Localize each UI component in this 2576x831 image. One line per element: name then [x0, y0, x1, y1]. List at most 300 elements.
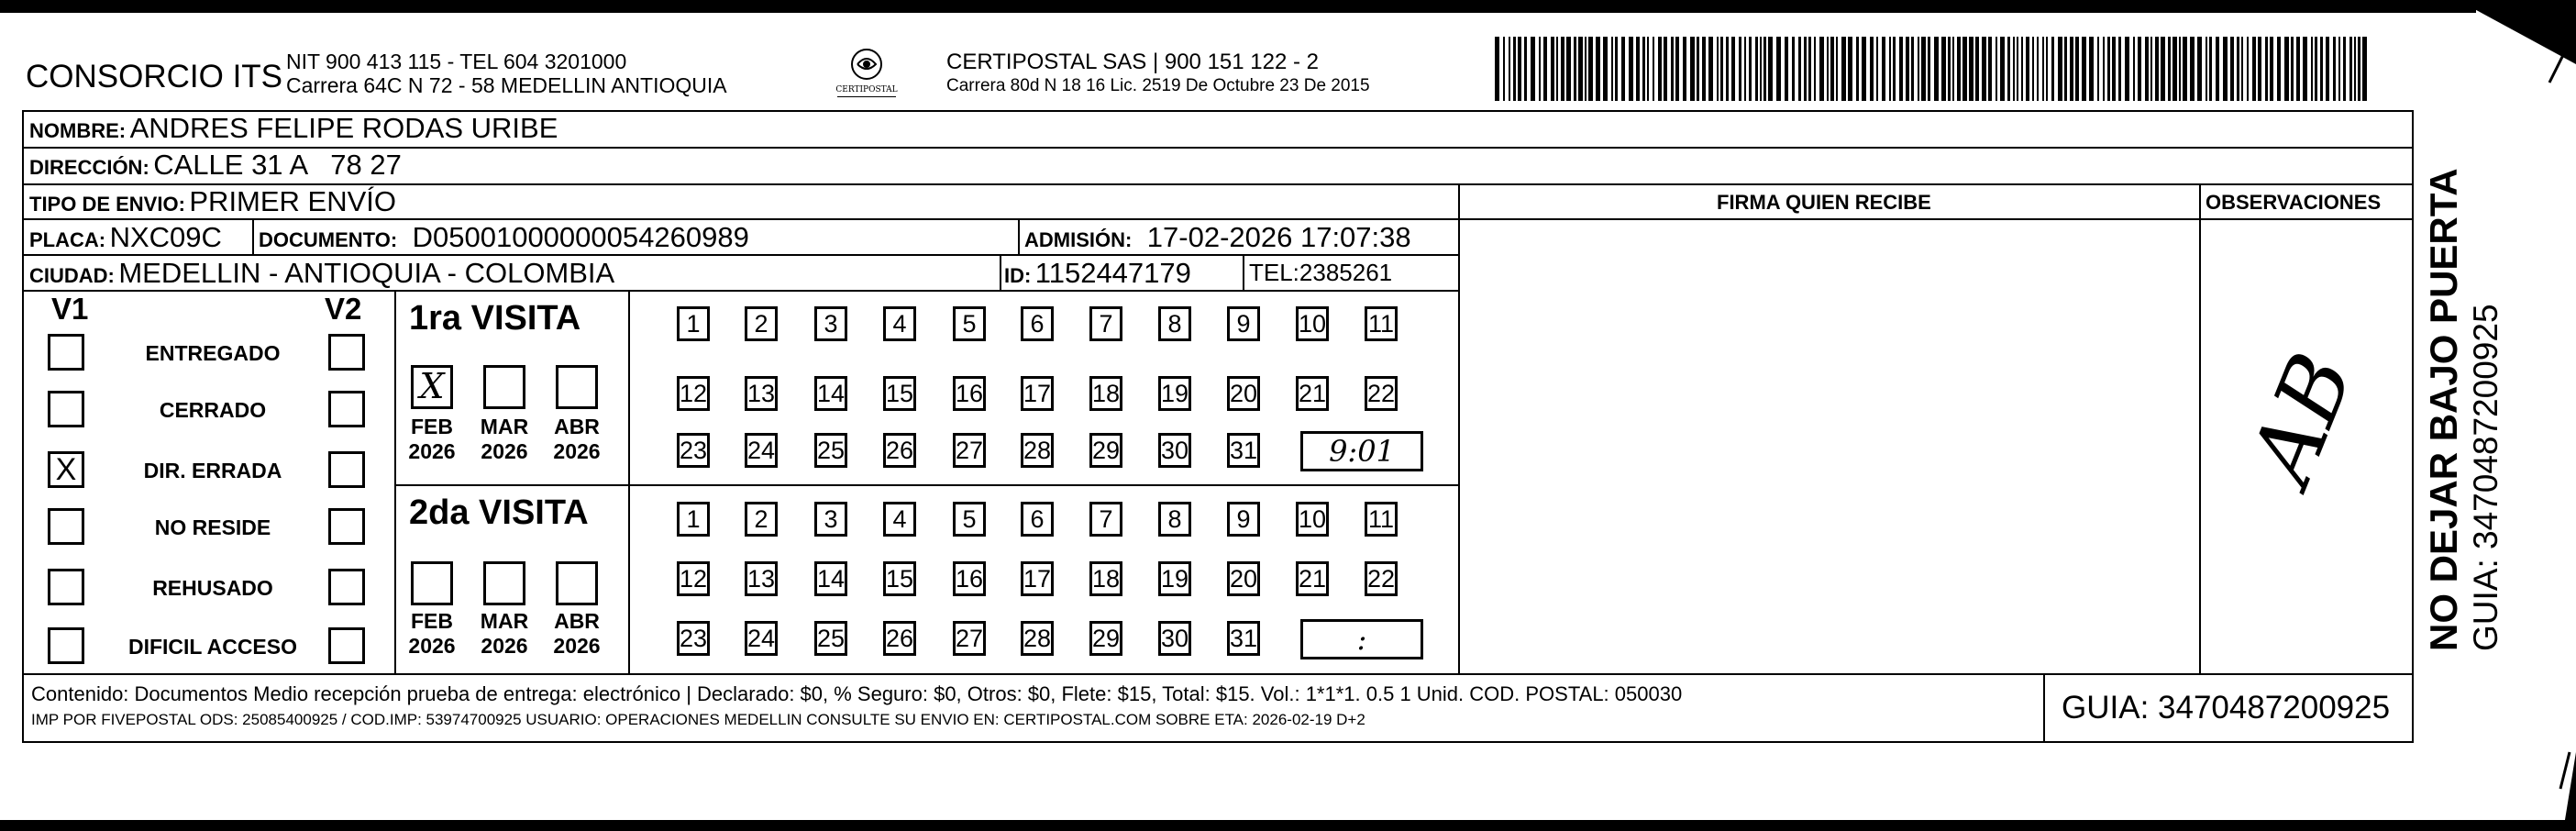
barcode-bar: [2320, 37, 2323, 101]
barcode-bar: [2013, 37, 2015, 101]
month-checkbox[interactable]: [556, 365, 598, 409]
barcode-bar: [1513, 37, 1516, 101]
barcode-bar: [1566, 37, 1571, 101]
barcode-bar: [1611, 37, 1613, 101]
barcode-bar: [1814, 37, 1816, 101]
nombre-row: [29, 114, 558, 142]
barcode-bar: [1921, 37, 1926, 101]
barcode-bar: [2000, 37, 2005, 101]
admision-label: ADMISIÓN:: [1024, 228, 1133, 251]
barcode-bar: [2190, 37, 2195, 101]
tel-row: [1249, 260, 1392, 284]
barcode-bar: [2051, 37, 2054, 101]
barcode-bar: [2179, 37, 2181, 101]
barcode-bar: [2058, 37, 2062, 101]
v1-checkbox[interactable]: X: [48, 451, 84, 488]
barcode-bar: [2270, 37, 2273, 101]
bottom-edge: [0, 820, 2576, 831]
barcode-bar: [2241, 37, 2243, 101]
day-box[interactable]: 24: [745, 621, 778, 656]
day-box[interactable]: 17: [1021, 561, 1054, 596]
barcode-bar: [2107, 37, 2110, 101]
direccion-value: CALLE 31 A 78 27: [153, 149, 402, 181]
barcode-bar: [1785, 37, 1788, 101]
day-box[interactable]: 28: [1021, 433, 1054, 468]
barcode-bar: [1543, 37, 1547, 101]
barcode-bar: [1755, 37, 1758, 101]
v1-checkbox[interactable]: [48, 569, 84, 605]
barcode-bar: [1798, 37, 1801, 101]
day-box[interactable]: 27: [953, 433, 986, 468]
day-box[interactable]: 7: [1089, 502, 1122, 537]
barcode-bar: [2070, 37, 2073, 101]
month-name: FEB: [411, 415, 453, 438]
day-box[interactable]: 20: [1227, 376, 1260, 411]
day-box[interactable]: 30: [1158, 433, 1191, 468]
barcode-bar: [2358, 37, 2360, 101]
barcode-bar: [1585, 37, 1587, 101]
day-box[interactable]: 23: [677, 433, 710, 468]
month-year: 2026: [408, 634, 456, 658]
placa-row: [29, 223, 222, 251]
barcode-bar: [1578, 37, 1583, 101]
barcode-bar: [2258, 37, 2261, 101]
day-box[interactable]: 15: [883, 561, 916, 596]
month-checkbox[interactable]: [483, 561, 525, 605]
day-box[interactable]: 11: [1365, 502, 1398, 537]
barcode-bar: [2042, 37, 2044, 101]
carrier-name: CERTIPOSTAL SAS | 900 151 122 - 2: [946, 50, 1319, 74]
barcode-bar: [2206, 37, 2207, 101]
id-label: ID:: [1004, 264, 1032, 287]
barcode-bar: [1996, 37, 1997, 101]
day-box[interactable]: 1: [677, 502, 710, 537]
barcode-bar: [1615, 37, 1618, 101]
barcode-bar: [2172, 37, 2177, 101]
barcode-bar: [1841, 37, 1846, 101]
day-box[interactable]: 12: [677, 561, 710, 596]
barcode-bar: [1862, 37, 1866, 101]
barcode-bar: [1982, 37, 1986, 101]
barcode-bar: [2007, 37, 2010, 101]
barcode-bar: [1658, 37, 1662, 101]
reason-label: CERRADO: [159, 398, 267, 422]
barcode-bar: [2145, 37, 2149, 101]
placa-label: PLACA:: [29, 228, 106, 251]
visit-title: 2da VISITA: [409, 493, 589, 532]
barcode-bar: [1495, 37, 1499, 101]
barcode-bar: [1763, 37, 1766, 101]
barcode-bar: [2291, 37, 2294, 101]
barcode-bar: [1819, 37, 1824, 101]
day-box[interactable]: 21: [1296, 561, 1329, 596]
barcode-bar: [1636, 37, 1640, 101]
day-box[interactable]: 3: [814, 502, 847, 537]
day-box[interactable]: 16: [953, 561, 986, 596]
day-box[interactable]: 28: [1021, 621, 1054, 656]
tipo-label: TIPO DE ENVIO:: [29, 193, 185, 216]
month-year: 2026: [553, 634, 601, 658]
day-box[interactable]: 31: [1227, 433, 1260, 468]
barcode-bar: [1776, 37, 1781, 101]
day-box[interactable]: 10: [1296, 502, 1329, 537]
day-box[interactable]: 6: [1021, 306, 1054, 341]
barcode-bar: [1603, 37, 1608, 101]
day-box[interactable]: 25: [814, 621, 847, 656]
day-box[interactable]: 30: [1158, 621, 1191, 656]
day-box[interactable]: 23: [677, 621, 710, 656]
barcode-bar: [2021, 37, 2023, 101]
month-label: [400, 609, 464, 659]
side-guia: GUIA: 3470487200925: [2467, 304, 2504, 651]
barcode-bar: [1952, 37, 1954, 101]
barcode-bar: [2223, 37, 2228, 101]
month-checkbox[interactable]: [483, 365, 525, 409]
barcode-bar: [2168, 37, 2171, 101]
day-box[interactable]: 7: [1089, 306, 1122, 341]
barcode-bar: [2183, 37, 2187, 101]
top-edge: [0, 0, 2476, 13]
v2-checkbox[interactable]: [328, 627, 365, 664]
day-box[interactable]: 8: [1158, 306, 1191, 341]
v1-checkbox[interactable]: [48, 627, 84, 664]
barcode-bar: [1503, 37, 1505, 101]
barcode-bar: [2349, 37, 2352, 101]
day-box[interactable]: 18: [1089, 376, 1122, 411]
barcode-bar: [1928, 37, 1930, 101]
reason-label: DIR. ERRADA: [143, 459, 282, 482]
nombre-value: ANDRES FELIPE RODAS URIBE: [129, 112, 558, 144]
day-box[interactable]: 9: [1227, 306, 1260, 341]
barcode-bar: [1708, 37, 1713, 101]
barcode-bar: [1683, 37, 1686, 101]
barcode-bar: [1830, 37, 1834, 101]
day-box[interactable]: 14: [814, 561, 847, 596]
barcode-bar: [1744, 37, 1746, 101]
barcode-bar: [1596, 37, 1600, 101]
day-box[interactable]: 11: [1365, 306, 1398, 341]
day-box[interactable]: 19: [1158, 561, 1191, 596]
barcode-bar: [1882, 37, 1885, 101]
logo-caption: CERTIPOSTAL: [835, 85, 898, 94]
day-box[interactable]: 21: [1296, 376, 1329, 411]
barcode-bar: [1561, 37, 1564, 101]
certipostal-logo-icon: [830, 46, 903, 83]
day-box[interactable]: 31: [1227, 621, 1260, 656]
barcode-bar: [2103, 37, 2105, 101]
month-year: 2026: [481, 439, 528, 463]
direccion-row: [29, 150, 402, 179]
barcode-bar: [1671, 37, 1674, 101]
barcode-bar: [2125, 37, 2129, 101]
barcode-bar: [2037, 37, 2039, 101]
v1-checkbox[interactable]: [48, 334, 84, 371]
v2-label: V2: [325, 292, 362, 326]
v2-checkbox[interactable]: [328, 508, 365, 545]
barcode-bar: [1975, 37, 1979, 101]
company-address: Carrera 64C N 72 - 58 MEDELLIN ANTIOQUIA: [286, 73, 727, 97]
barcode-bar: [1804, 37, 1807, 101]
barcode-bar: [1509, 37, 1510, 101]
day-box[interactable]: 14: [814, 376, 847, 411]
id-row: [1004, 259, 1191, 287]
barcode-bar: [1827, 37, 1829, 101]
barcode-bar: [1720, 37, 1723, 101]
barcode-bar: [1531, 37, 1535, 101]
day-box[interactable]: 9: [1227, 502, 1260, 537]
ciudad-value: MEDELLIN - ANTIOQUIA - COLOMBIA: [118, 257, 615, 289]
day-box[interactable]: 13: [745, 376, 778, 411]
day-box[interactable]: 5: [953, 502, 986, 537]
barcode-bar: [2354, 37, 2356, 101]
barcode-bar: [2265, 37, 2268, 101]
time-box[interactable]: :: [1300, 619, 1423, 659]
month-name: ABR: [554, 415, 600, 438]
barcode-bar: [1792, 37, 1795, 101]
barcode-bar: [2161, 37, 2165, 101]
barcode-bar: [1957, 37, 1961, 101]
month-label: [472, 415, 536, 464]
month-label: [472, 609, 536, 659]
barcode-bar: [1760, 37, 1762, 101]
month-label: [400, 415, 464, 464]
barcode-bar: [2112, 37, 2116, 101]
barcode-bar: [1848, 37, 1852, 101]
reason-label: ENTREGADO: [145, 341, 281, 365]
barcode-bar: [2197, 37, 2202, 101]
month-checkbox[interactable]: [411, 561, 453, 605]
barcode-bar: [2296, 37, 2300, 101]
barcode-bar: [1988, 37, 1992, 101]
month-year: 2026: [553, 439, 601, 463]
barcode-bar: [2017, 37, 2018, 101]
frame-left: [22, 110, 24, 743]
footer-contenido: Contenido: Documentos Medio recepción prueba de entrega: electrónico | Declarado: $0, % Seguro: $0, Otros: $0, Flete: $15, Total: $15. Vol.: 1*1*1. 0.5 1 Unid. COD. POSTAL: 050030: [31, 682, 1683, 705]
day-box[interactable]: 25: [814, 433, 847, 468]
direccion-label: DIRECCIÓN:: [29, 156, 149, 179]
barcode-bar: [2362, 37, 2367, 101]
barcode-bar: [2097, 37, 2099, 101]
tipo-value: PRIMER ENVÍO: [189, 185, 397, 217]
barcode-bar: [1621, 37, 1625, 101]
reason-label: DIFICIL ACCESO: [127, 635, 297, 659]
barcode-bar: [1889, 37, 1891, 101]
side-text: [2421, 101, 2505, 651]
barcode-bar: [2311, 37, 2313, 101]
barcode-bar: [1948, 37, 1951, 101]
barcode-bar: [1836, 37, 1838, 101]
day-box[interactable]: 8: [1158, 502, 1191, 537]
day-box[interactable]: 26: [883, 433, 916, 468]
day-box[interactable]: 15: [883, 376, 916, 411]
tel-value: 2385261: [1299, 259, 1393, 286]
reason-label: NO RESIDE: [154, 515, 271, 539]
month-name: ABR: [554, 609, 600, 633]
barcode-bar: [1647, 37, 1649, 101]
barcode-bar: [1518, 37, 1521, 101]
barcode-bar: [2277, 37, 2281, 101]
day-box[interactable]: 26: [883, 621, 916, 656]
barcode-bar: [1768, 37, 1773, 101]
nombre-label: NOMBRE:: [29, 119, 127, 142]
month-name: MAR: [480, 415, 529, 438]
day-box[interactable]: 2: [745, 306, 778, 341]
barcode-bar: [1918, 37, 1919, 101]
v1-checkbox[interactable]: [48, 391, 84, 427]
barcode: [1495, 37, 2375, 101]
day-box[interactable]: 17: [1021, 376, 1054, 411]
barcode-bar: [2343, 37, 2346, 101]
day-box[interactable]: 1: [677, 306, 710, 341]
barcode-bar: [1690, 37, 1695, 101]
footer-guia: GUIA: 3470487200925: [2062, 690, 2391, 726]
tipo-row: [29, 187, 396, 216]
barcode-bar: [2252, 37, 2256, 101]
day-box[interactable]: 3: [814, 306, 847, 341]
barcode-bar: [1856, 37, 1859, 101]
admision-row: [1024, 223, 1411, 251]
barcode-bar: [1588, 37, 1593, 101]
v2-checkbox[interactable]: [328, 569, 365, 605]
barcode-bar: [1653, 37, 1654, 101]
barcode-bar: [2338, 37, 2340, 101]
ciudad-row: [29, 259, 614, 287]
reason-label: REHUSADO: [152, 576, 273, 600]
day-box[interactable]: 4: [883, 502, 916, 537]
barcode-bar: [2089, 37, 2094, 101]
barcode-bar: [1870, 37, 1874, 101]
day-box[interactable]: 2: [745, 502, 778, 537]
footer-imp: IMP POR FIVEPOSTAL ODS: 25085400925 / COD.IMP: 53974700925 USUARIO: OPERACIONES MEDELLIN CONSULTE SU ENVIO EN: CERTIPOSTAL.COM SOBRE ETA: 2026-02-19 D+2: [31, 711, 1365, 728]
barcode-bar: [2026, 37, 2029, 101]
barcode-bar: [1906, 37, 1909, 101]
barcode-bar: [1524, 37, 1527, 101]
barcode-bar: [2032, 37, 2034, 101]
month-year: 2026: [408, 439, 456, 463]
barcode-bar: [1726, 37, 1729, 101]
barcode-bar: [2082, 37, 2086, 101]
day-box[interactable]: 16: [953, 376, 986, 411]
barcode-bar: [2209, 37, 2212, 101]
carrier-license: Carrera 80d N 18 16 Lic. 2519 De Octubre 23 De 2015: [946, 76, 1370, 95]
id-value: 1152447179: [1034, 257, 1191, 289]
day-box[interactable]: 4: [883, 306, 916, 341]
barcode-bar: [2133, 37, 2135, 101]
v2-checkbox[interactable]: [328, 391, 365, 427]
day-box[interactable]: 29: [1089, 433, 1122, 468]
barcode-bar: [1969, 37, 1973, 101]
barcode-bar: [1664, 37, 1667, 101]
month-label: [545, 609, 609, 659]
day-box[interactable]: 10: [1296, 306, 1329, 341]
barcode-bar: [2118, 37, 2121, 101]
barcode-bar: [1731, 37, 1735, 101]
placa-value: NXC09C: [109, 221, 222, 253]
day-box[interactable]: 13: [745, 561, 778, 596]
barcode-bar: [2150, 37, 2152, 101]
barcode-bar: [1876, 37, 1878, 101]
v2-checkbox[interactable]: [328, 334, 365, 371]
day-box[interactable]: 24: [745, 433, 778, 468]
time-box[interactable]: 9:01: [1300, 431, 1423, 471]
barcode-bar: [2138, 37, 2141, 101]
day-box[interactable]: 12: [677, 376, 710, 411]
month-label: [545, 415, 609, 464]
frame-right: [2412, 110, 2414, 743]
month-year: 2026: [481, 634, 528, 658]
barcode-bar: [1642, 37, 1645, 101]
barcode-bar: [1697, 37, 1699, 101]
no-dejar-bajo-puerta: NO DEJAR BAJO PUERTA: [2422, 168, 2465, 651]
admision-value: 17-02-2026 17:07:38: [1146, 221, 1411, 253]
month-name: MAR: [480, 609, 529, 633]
barcode-bar: [2303, 37, 2307, 101]
documento-value: D05001000000054260989: [412, 221, 749, 253]
documento-row: [259, 223, 749, 251]
barcode-bar: [1556, 37, 1558, 101]
frame-bottom: [22, 741, 2414, 743]
day-box[interactable]: 6: [1021, 502, 1054, 537]
day-box[interactable]: 18: [1089, 561, 1122, 596]
barcode-bar: [2216, 37, 2219, 101]
barcode-bar: [1941, 37, 1946, 101]
v1-label: V1: [51, 292, 89, 326]
day-box[interactable]: 19: [1158, 376, 1191, 411]
ciudad-label: CIUDAD:: [29, 264, 115, 287]
barcode-bar: [2075, 37, 2079, 101]
barcode-bar: [2064, 37, 2067, 101]
documento-label: DOCUMENTO:: [259, 228, 398, 251]
barcode-bar: [1717, 37, 1719, 101]
day-box[interactable]: 29: [1089, 621, 1122, 656]
barcode-bar: [2284, 37, 2289, 101]
observaciones-header: OBSERVACIONES: [2206, 191, 2382, 214]
barcode-bar: [1574, 37, 1576, 101]
barcode-bar: [1808, 37, 1811, 101]
observation-handwriting: AB: [2229, 339, 2374, 497]
month-checkbox[interactable]: [556, 561, 598, 605]
month-name: FEB: [411, 609, 453, 633]
barcode-bar: [1539, 37, 1541, 101]
barcode-bar: [2046, 37, 2048, 101]
day-box[interactable]: 22: [1365, 376, 1398, 411]
barcode-bar: [2333, 37, 2336, 101]
barcode-bar: [2230, 37, 2234, 101]
barcode-bar: [1899, 37, 1903, 101]
day-box[interactable]: 5: [953, 306, 986, 341]
month-checkbox[interactable]: X: [411, 365, 453, 409]
day-box[interactable]: 20: [1227, 561, 1260, 596]
barcode-bar: [1702, 37, 1706, 101]
day-box[interactable]: 22: [1365, 561, 1398, 596]
barcode-bar: [1962, 37, 1967, 101]
visit-title: 1ra VISITA: [409, 299, 581, 338]
v1-checkbox[interactable]: [48, 508, 84, 545]
v2-checkbox[interactable]: [328, 451, 365, 488]
company-name: CONSORCIO ITS: [26, 59, 283, 94]
day-box[interactable]: 27: [953, 621, 986, 656]
barcode-bar: [1739, 37, 1741, 101]
firma-header: FIRMA QUIEN RECIBE: [1717, 191, 1931, 214]
barcode-bar: [1675, 37, 1679, 101]
barcode-bar: [2237, 37, 2239, 101]
barcode-bar: [2326, 37, 2329, 101]
barcode-bar: [1911, 37, 1914, 101]
barcode-bar: [2247, 37, 2249, 101]
barcode-bar: [1551, 37, 1554, 101]
barcode-bar: [1893, 37, 1896, 101]
tel-label: TEL:: [1249, 259, 1299, 286]
